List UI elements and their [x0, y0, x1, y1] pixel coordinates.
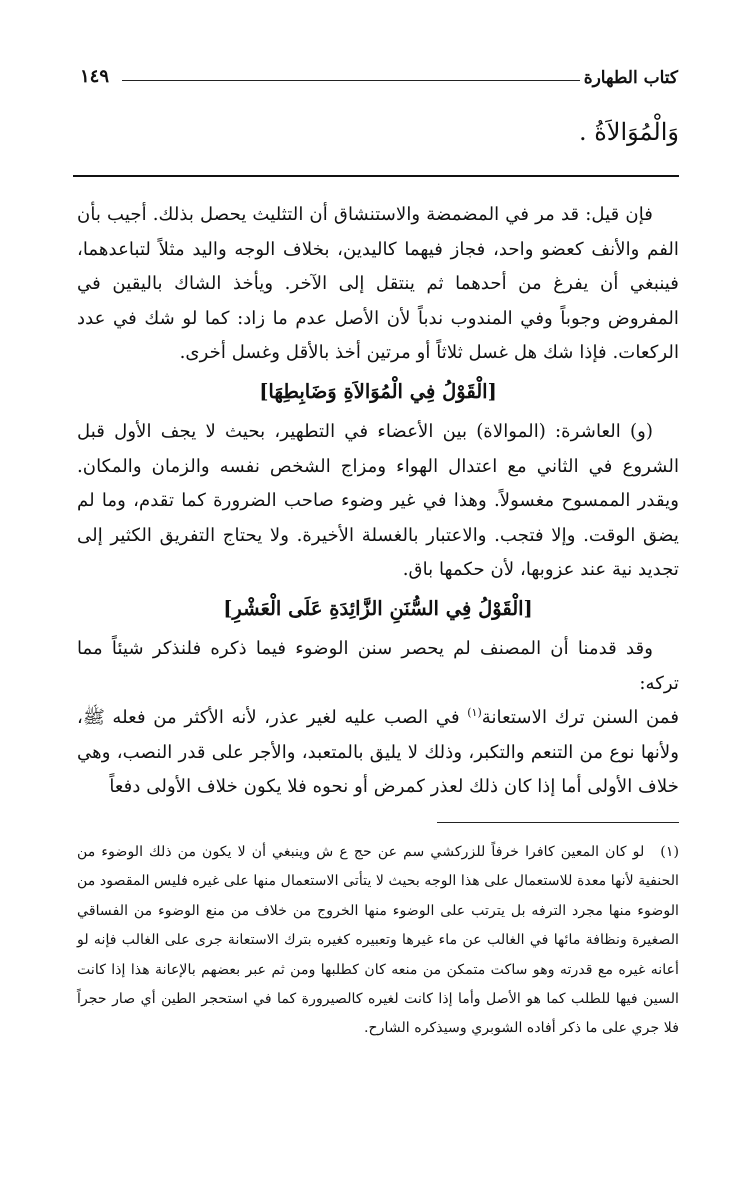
footnote-number: (١): [660, 844, 679, 860]
paragraph-3: وقد قدمنا أن المصنف لم يحصر سنن الوضوء فيما ذكره فلنذكر شيئاً مما تركه:: [77, 637, 679, 694]
book-title: كتاب الطهارة: [583, 68, 678, 88]
header-rule: [122, 80, 580, 81]
paragraph-4-rest: في الصب عليه لغير عذر، لأنه الأكثر من فعله ﷺ، ولأنها نوع من التنعم والتكبر، وذلك لا يليق بالمتعبد، والأجر على قدر النصب، وهي خلاف الأولى أما إذا كان ذلك لعذر كمرض أو نحوه فلا يكون خلاف الأولى دفعاً: [77, 707, 679, 798]
footnote-divider: [437, 822, 679, 823]
footnote-paragraph: [77, 838, 679, 1044]
main-text: [77, 198, 679, 805]
paragraph-1: فإن قيل: قد مر في المضمضة والاستنشاق أن التثليث يحصل بذلك. أجيب بأن الفم والأنف كعضو واحد، فجاز فيهما كاليدين، بخلاف الوجه واليد مثلاً لتباعدهما، فينبغي أن يفرغ من أحدهما ثم ينتقل إلى الآخر. ويأخذ الشاك باليقين في المفروض وجوباً وفي المندوب ندباً لأن الأصل عدم ما زاد: كما لو شك في عدد الركعات. فإذا شك هل غسل ثلاثاً أو مرتين أخذ بالأقل وغسل أخرى.: [77, 204, 679, 364]
paragraph-4: [77, 701, 679, 805]
footnote: [77, 838, 679, 1044]
section-divider: [73, 175, 679, 177]
paragraph-2: (و) العاشرة: (الموالاة) بين الأعضاء في التطهير، بحيث لا يجف الأول قبل الشروع في الثاني مع اعتدال الهواء ومزاج الشخص نفسه والزمان والمكان. ويقدر الممسوح مغسولاً. وهذا في غير وضوء صاحب الضرورة كما تقدم، وما لم يضق الوقت. وإلا فتجب. والاعتبار بالغسلة الأخيرة. ولا يحتاج التفريق الكثير إلى تجديد نية عند عزوبها، لأن حكمها باق.: [77, 420, 679, 581]
carryover-text: وَالْمُوَالاَةُ .: [578, 118, 679, 146]
page-number: ١٤٩: [80, 66, 110, 87]
footnote-text: لو كان المعين كافرا خرفاً للزركشي سم عن حج ع ش وينبغي أن لا يكون من ذلك الوضوء من الحنفية لأنها معدة للاستعمال على هذا الوجه بحيث لا يتأتى الاستعمال منها على غيره فليس المقصود من الوضوء منها مجرد الترفه بل يترتب على الوضوء منها الخروج من خلاف من منع الوضوء من الفساقي الصغيرة ونظافة مائها في الغالب عن ماء غيرها وتعبيره كغيره بترك الاستعانة جرى على الغالب فإنه لو أعانه غيره مع قدرته وهو ساكت متمكن من منعه كان كطلبها ومن ثم عبر بعضهم بالإعانة هذا إذا كانت السين فيها للطلب كما هو الأصل وأما إذا كانت لغيره كالصيرورة كما في استحجر الطين أي صار حجراً فلا جري على ما ذكر أفاده الشوبري وسيذكره الشارح.: [77, 844, 679, 1037]
section-heading-extra-sunan: [الْقَوْلُ فِي السُّنَنِ الزَّائِدَةِ عَلَى الْعَشْرِ]: [223, 596, 533, 620]
footnote-reference[interactable]: (١): [467, 706, 482, 720]
paragraph-4-start: فمن السنن ترك الاستعانة: [481, 707, 680, 729]
section-heading-muwalat: [الْقَوْلُ فِي الْمُوَالاَةِ وَضَابِطِهَا]: [259, 379, 497, 403]
running-header: [80, 66, 678, 96]
